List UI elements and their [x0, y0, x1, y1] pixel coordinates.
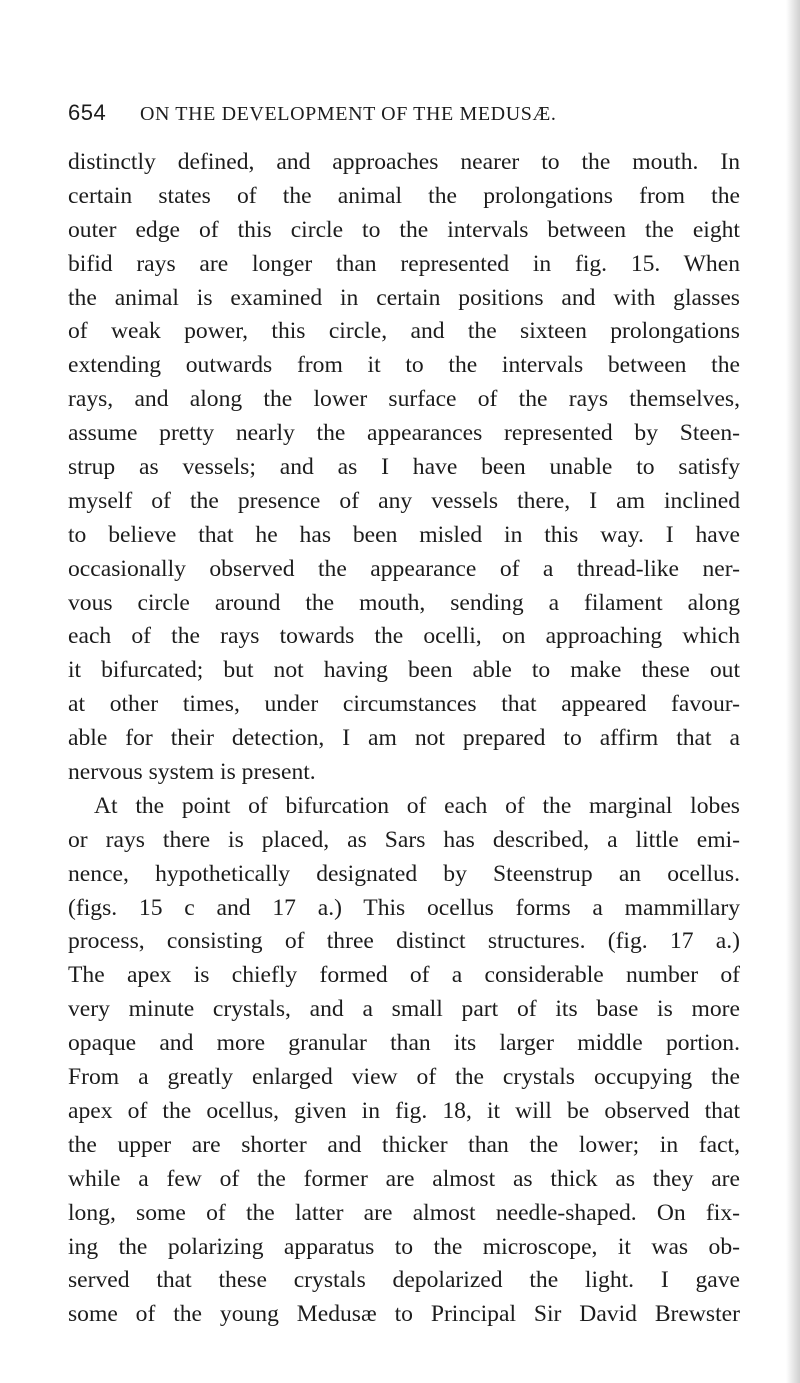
- page-header: [68, 100, 728, 136]
- text-line: the animal is examined in certain positions and with glasses: [68, 284, 740, 311]
- text-line: From a greatly enlarged view of the crystals occupying the: [68, 1064, 740, 1091]
- text-line: long, some of the latter are almost needle-shaped. On fix-: [68, 1199, 740, 1226]
- text-line: certain states of the animal the prolongations from the: [68, 182, 740, 209]
- text-line: assume pretty nearly the appearances represented by Steen-: [68, 420, 740, 447]
- text-line: distinctly defined, and approaches nearer to the mouth. In: [68, 149, 740, 175]
- text-line: while a few of the former are almost as thick as they are: [68, 1165, 740, 1192]
- text-line: very minute crystals, and a small part of its base is more: [68, 996, 740, 1023]
- text-line: or rays there is placed, as Sars has described, a little emi-: [68, 826, 740, 853]
- text-line: nence, hypothetically designated by Steenstrup an ocellus.: [68, 860, 740, 887]
- text-line: the upper are shorter and thicker than the lower; in fact,: [68, 1131, 740, 1158]
- text-line: some of the young Medusæ to Principal Sir David Brewster: [68, 1301, 740, 1328]
- body-text: [68, 146, 740, 1332]
- text-line: ing the polarizing apparatus to the microscope, it was ob-: [68, 1233, 740, 1260]
- paragraph-end-line: nervous system is present.: [68, 759, 316, 786]
- text-line: each of the rays towards the ocelli, on approaching which: [68, 623, 740, 650]
- page-number: 654: [68, 100, 107, 125]
- text-line: served that these crystals depolarized the light. I gave: [68, 1267, 740, 1294]
- text-line: (figs. 15 c and 17 a.) This ocellus forms a mammillary: [68, 894, 740, 921]
- text-line: process, consisting of three distinct structures. (fig. 17 a.): [68, 928, 740, 955]
- text-line: strup as vessels; and as I have been unable to satisfy: [68, 454, 740, 481]
- paragraph-start-line: At the point of bifurcation of each of the marginal lobes: [94, 792, 740, 819]
- text-line: to believe that he has been misled in this way. I have: [68, 521, 740, 548]
- text-line: rays, and along the lower surface of the rays themselves,: [68, 386, 740, 413]
- running-title: ON THE DEVELOPMENT OF THE MEDUSÆ.: [139, 103, 557, 125]
- text-line: extending outwards from it to the intervals between the: [68, 352, 740, 379]
- text-line: myself of the presence of any vessels there, I am inclined: [68, 487, 740, 514]
- text-line: The apex is chiefly formed of a considerable number of: [68, 962, 740, 989]
- text-line: it bifurcated; but not having been able to make these out: [68, 657, 740, 684]
- text-line: occasionally observed the appearance of a thread-like ner-: [68, 555, 740, 582]
- text-line: outer edge of this circle to the intervals between the eight: [68, 216, 740, 243]
- text-line: at other times, under circumstances that appeared favour-: [68, 691, 740, 718]
- text-line: of weak power, this circle, and the sixteen prolongations: [68, 318, 740, 345]
- text-line: opaque and more granular than its larger middle portion.: [68, 1030, 740, 1057]
- text-line: vous circle around the mouth, sending a filament along: [68, 589, 740, 616]
- text-line: bifid rays are longer than represented in fig. 15. When: [68, 250, 740, 277]
- text-line: able for their detection, I am not prepared to affirm that a: [68, 725, 740, 752]
- page-edge-shadow: [786, 0, 800, 1383]
- text-line: apex of the ocellus, given in fig. 18, it will be observed that: [68, 1097, 740, 1124]
